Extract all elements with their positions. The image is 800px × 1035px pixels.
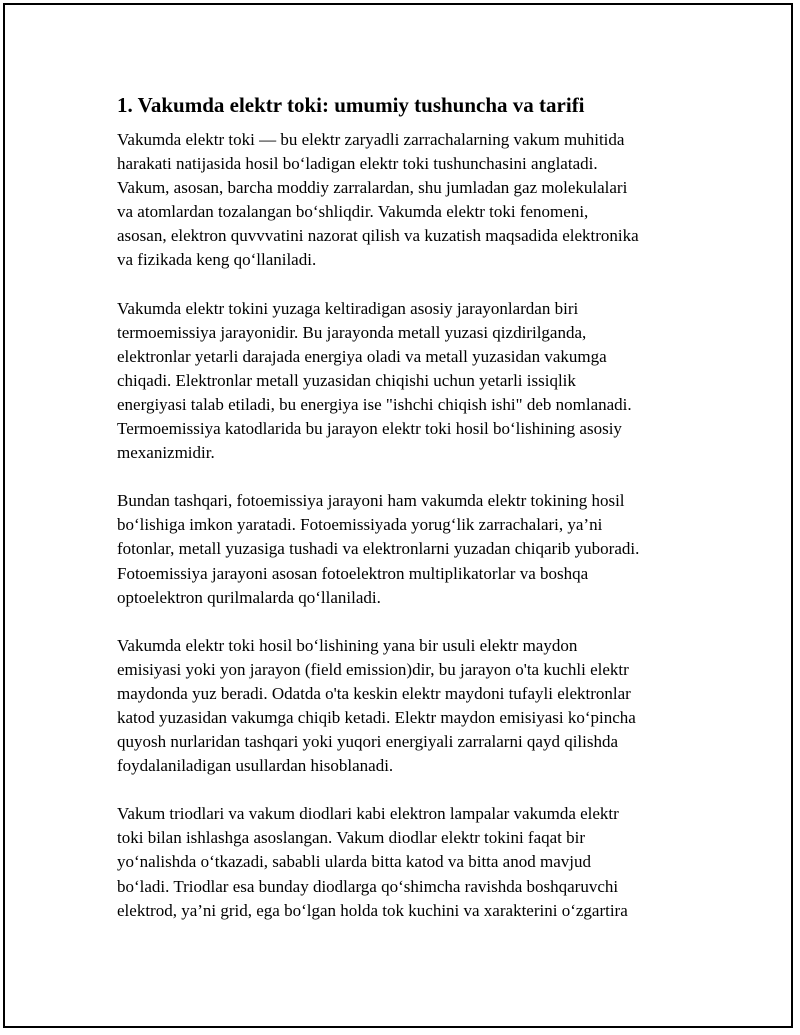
text-line: quyosh nurlaridan tashqari yoki yuqori energiyali zarralarni qayd qilishda — [117, 732, 619, 752]
text-line: termoemissiya jarayonidir. Bu jarayonda metall yuzasi qizdirilganda, — [117, 322, 587, 342]
text-line: harakati natijasida hosil bo‘ladigan elektr toki tushunchasini anglatadi. — [117, 154, 598, 174]
text-line: yo‘nalishda o‘tkazadi, sababli ularda bitta katod va bitta anod mavjud — [117, 852, 591, 872]
text-line: foydalaniladigan usullardan hisoblanadi. — [117, 756, 394, 776]
text-line: optoelektron qurilmalarda qo‘llaniladi. — [117, 587, 381, 607]
text-line: elektrod, ya’ni grid, ega bo‘lgan holda tok kuchini va xarakterini o‘zgartira — [117, 900, 628, 920]
text-line: fotonlar, metall yuzasiga tushadi va elektronlarni yuzadan chiqarib yuboradi. — [117, 539, 640, 559]
text-line: energiyasi talab etiladi, bu energiya ise "ishchi chiqish ishi" deb nomlanadi. — [117, 394, 632, 414]
text-line: emisiyasi yoki yon jarayon (field emission)dir, bu jarayon o'ta kuchli elektr — [117, 659, 629, 679]
paragraph-4 — [117, 634, 697, 779]
text-line: mexanizmidir. — [117, 443, 215, 463]
paragraph-1 — [117, 128, 697, 273]
text-line: elektronlar yetarli darajada energiya oladi va metall yuzasidan vakumga — [117, 346, 607, 366]
text-line: Vakum, asosan, barcha moddiy zarralardan, shu jumladan gaz molekulalari — [117, 178, 628, 198]
paragraph-2 — [117, 297, 697, 466]
section-heading: 1. Vakumda elektr toki: umumiy tushuncha va tarifi — [117, 93, 585, 117]
text-line: katod yuzasidan vakumga chiqib ketadi. Elektr maydon emisiyasi ko‘pincha — [117, 707, 636, 727]
text-line: va atomlardan tozalangan bo‘shliqdir. Vakumda elektr toki fenomeni, — [117, 202, 589, 222]
text-line: Vakumda elektr toki hosil bo‘lishining yana bir usuli elektr maydon — [117, 635, 578, 655]
text-line: Vakum triodlari va vakum diodlari kabi elektron lampalar vakumda elektr — [117, 804, 619, 824]
text-line: Vakumda elektr toki — bu elektr zaryadli zarrachalarning vakum muhitida — [117, 130, 625, 149]
text-line: asosan, elektron quvvvatini nazorat qilish va kuzatish maqsadida elektronika — [117, 226, 639, 246]
paragraph-5 — [117, 802, 697, 922]
text-line: maydonda yuz beradi. Odatda o'ta keskin elektr maydoni tufayli elektronlar — [117, 683, 631, 703]
text-line: chiqadi. Elektronlar metall yuzasidan chiqishi uchun yetarli issiqlik — [117, 370, 576, 390]
text-line: bo‘ladi. Triodlar esa bunday diodlarga qo‘shimcha ravishda boshqaruvchi — [117, 876, 619, 896]
text-line: va fizikada keng qo‘llaniladi. — [117, 250, 317, 270]
text-line: toki bilan ishlashga asoslangan. Vakum diodlar elektr tokini faqat bir — [117, 828, 586, 848]
text-line: Vakumda elektr tokini yuzaga keltiradigan asosiy jarayonlardan biri — [117, 298, 579, 318]
text-line: Termoemissiya katodlarida bu jarayon elektr toki hosil bo‘lishining asosiy — [117, 419, 622, 439]
document-content — [117, 92, 697, 947]
text-line: bo‘lishiga imkon yaratadi. Fotoemissiyada yorug‘lik zarrachalari, ya’ni — [117, 515, 603, 535]
paragraph-3 — [117, 489, 697, 609]
text-line: Bundan tashqari, fotoemissiya jarayoni ham vakumda elektr tokining hosil — [117, 491, 625, 511]
text-line: Fotoemissiya jarayoni asosan fotoelektron multiplikatorlar va boshqa — [117, 563, 589, 583]
